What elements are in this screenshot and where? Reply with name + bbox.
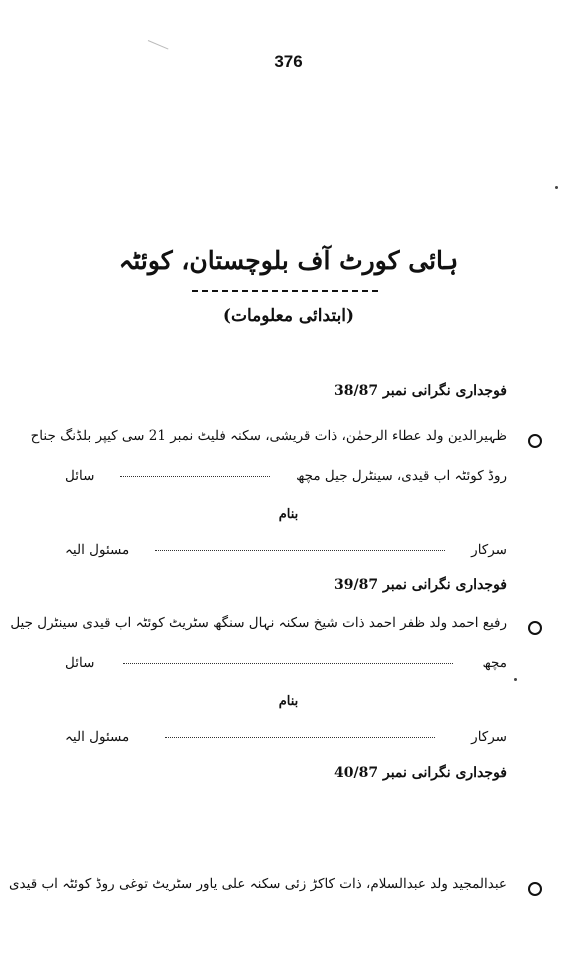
party-role: مسئول الیہ xyxy=(65,542,130,558)
party-role: سائل xyxy=(65,655,95,671)
petitioner-row xyxy=(65,655,507,671)
dotted-leader xyxy=(120,476,270,477)
petitioner-row xyxy=(65,468,507,484)
case-heading: فوجداری نگرانی نمبر 38/87 xyxy=(334,383,507,399)
petitioner-line: عبدالمجید ولد عبدالسلام، ذات کاکڑ زئی سکنہ علی یاور سٹریٹ توغی روڈ کوئٹہ اب قیدی xyxy=(8,876,507,892)
bullet-icon xyxy=(528,434,542,448)
petitioner-line: روڈ کوئٹہ اب قیدی، سینٹرل جیل مچھ xyxy=(296,468,507,484)
dotted-leader xyxy=(155,550,445,551)
page-subtitle: (ابتدائی معلومات) xyxy=(222,306,355,326)
versus-label: بنام xyxy=(278,694,299,709)
dotted-leader xyxy=(123,663,453,664)
page-title: ہائی کورٹ آف بلوچستان، کوئٹہ xyxy=(118,246,459,275)
respondent-row xyxy=(65,542,507,558)
petitioner-line: ظہیرالدین ولد عطاء الرحمٰن، ذات قریشی، سکنہ فلیٹ نمبر 21 سی کیپر بلڈنگ جناح xyxy=(30,428,507,444)
page-number: 376 xyxy=(274,52,303,71)
case-heading: فوجداری نگرانی نمبر 39/87 xyxy=(334,577,507,593)
bullet-icon xyxy=(528,621,542,635)
scan-mark xyxy=(148,40,169,50)
versus-label: بنام xyxy=(278,507,299,522)
scan-speck xyxy=(555,186,558,189)
petitioner-line: رفیع احمد ولد ظفر احمد ذات شیخ سکنہ نہال سنگھ سٹریٹ کوئٹہ اب قیدی سینٹرل جیل xyxy=(10,615,507,631)
petitioner-line: مچھ xyxy=(482,655,507,671)
respondent-row xyxy=(65,729,507,745)
dotted-leader xyxy=(165,737,435,738)
bullet-icon xyxy=(528,882,542,896)
respondent-name: سرکار xyxy=(471,729,507,745)
scan-speck xyxy=(514,678,517,681)
party-role: مسئول الیہ xyxy=(65,729,130,745)
title-underline xyxy=(192,290,378,292)
respondent-name: سرکار xyxy=(471,542,507,558)
case-heading: فوجداری نگرانی نمبر 40/87 xyxy=(334,765,507,781)
party-role: سائل xyxy=(65,468,95,484)
